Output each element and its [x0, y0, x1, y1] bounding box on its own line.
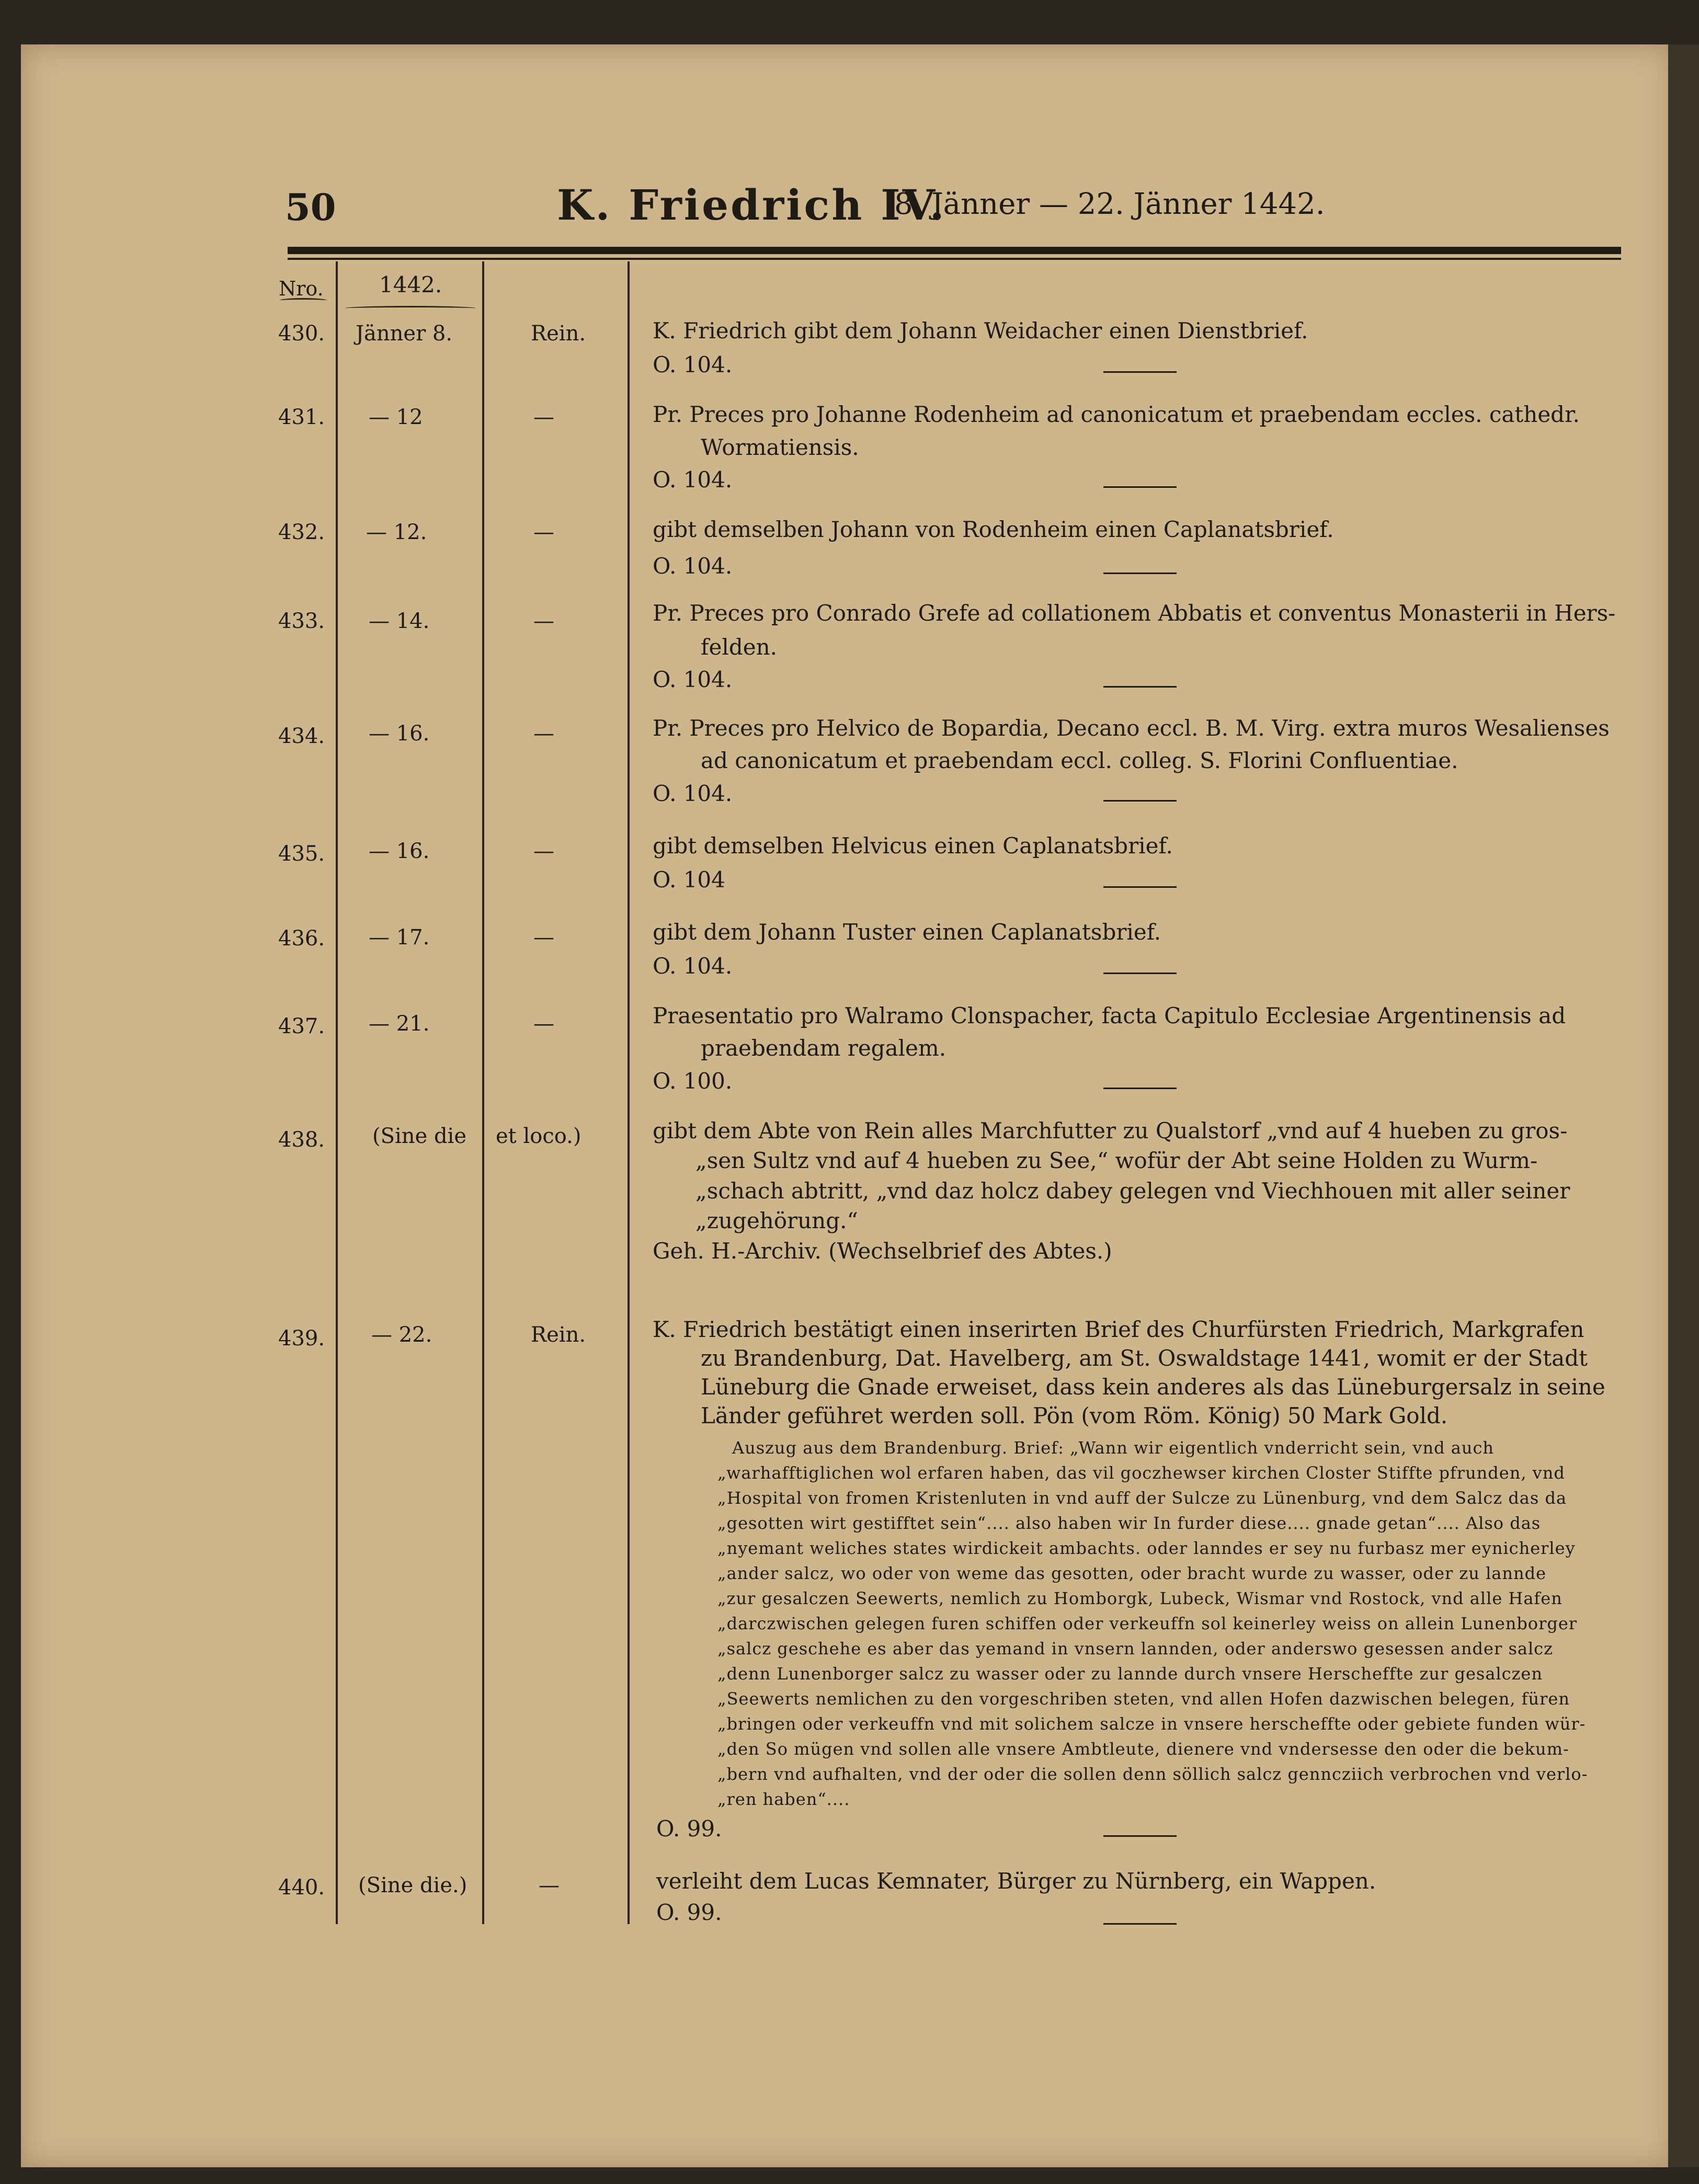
- excerpt-line: „warhafftiglichen wol erfaren haben, das vil goczhewser kirchen Closter Stiffte pfrunden, vnd: [717, 1463, 1565, 1483]
- entry-source: O. 104.: [653, 553, 733, 579]
- entry-date: — 12.: [366, 520, 427, 544]
- entry-place: et loco.): [496, 1124, 581, 1148]
- entry-text-line: Länder geführet werden soll. Pön (vom Röm. König) 50 Mark Gold.: [701, 1403, 1448, 1428]
- entry-source: O. 104: [653, 867, 725, 893]
- column-divider-2: [482, 261, 484, 1924]
- entry-text-line: gibt demselben Helvicus einen Caplanatsbrief.: [653, 833, 1173, 859]
- entry-number: 440.: [278, 1876, 325, 1900]
- column-divider-1: [336, 261, 338, 1924]
- header-swash: [280, 298, 327, 303]
- entry-number: 432.: [278, 520, 325, 544]
- entry-text-line: Pr. Preces pro Johanne Rodenheim ad canonicatum et praebendam eccles. cathedr.: [653, 402, 1580, 427]
- entry-date: (Sine die.): [358, 1873, 467, 1897]
- entry-number: 434.: [278, 724, 325, 748]
- excerpt-line: Auszug aus dem Brandenburg. Brief: „Wann wir eigentlich vnderricht sein, vnd auch: [732, 1438, 1494, 1458]
- entry-date: — 12: [369, 405, 423, 429]
- column-divider-3: [628, 261, 630, 1924]
- entry-end-dash: [1103, 1923, 1177, 1925]
- entry-number: 436.: [278, 927, 325, 951]
- excerpt-line: „Hospital von fromen Kristenluten in vnd auff der Sulcze zu Lünenburg, vnd dem Salcz das da: [717, 1488, 1567, 1508]
- entry-text-line: „sen Sultz vnd auf 4 hueben zu See,“ wofür der Abt seine Holden zu Wurm-: [695, 1148, 1538, 1173]
- entry-end-dash: [1103, 973, 1177, 974]
- entry-end-dash: [1103, 1088, 1177, 1089]
- document-page: [21, 44, 1673, 2167]
- entry-end-dash: [1103, 486, 1177, 488]
- entry-number: 430.: [278, 322, 325, 346]
- excerpt-line: „bringen oder verkeuffn vnd mit solichem salcze in vnsere herscheffte oder gebiete funden wür-: [717, 1714, 1586, 1734]
- date-range: 8. Jänner — 22. Jänner 1442.: [894, 187, 1325, 221]
- entry-source: O. 99.: [656, 1816, 722, 1842]
- entry-source: O. 100.: [653, 1068, 733, 1094]
- entry-text-line: Lüneburg die Gnade erweiset, dass kein anderes als das Lüneburgersalz in seine: [701, 1374, 1605, 1400]
- entry-text-line: Pr. Preces pro Helvico de Bopardia, Decano eccl. B. M. Virg. extra muros Wesalienses: [653, 715, 1610, 741]
- entry-number: 439.: [278, 1327, 325, 1351]
- year-swash: [345, 306, 476, 311]
- entry-source: O. 104.: [653, 667, 733, 692]
- entry-date: Jänner 8.: [356, 322, 453, 346]
- entry-place: —: [533, 520, 554, 544]
- entry-place: —: [533, 839, 554, 863]
- entry-text-line: „schach abtritt, „vnd daz holcz dabey gelegen vnd Viechhouen mit aller seiner: [695, 1178, 1570, 1204]
- entry-date: — 21.: [369, 1012, 430, 1036]
- entry-place: —: [533, 609, 554, 633]
- entry-text-line: K. Friedrich bestätigt einen inserirten Brief des Churfürsten Friedrich, Markgrafen: [653, 1317, 1584, 1342]
- entry-number: 437.: [278, 1014, 325, 1038]
- header-rule-thin: [288, 258, 1621, 260]
- entry-number: 435.: [278, 842, 325, 866]
- entry-text-line: felden.: [701, 634, 777, 660]
- excerpt-line: „zur gesalczen Seewerts, nemlich zu Homborgk, Lubeck, Wismar vnd Rostock, vnd alle Hafen: [717, 1588, 1563, 1608]
- excerpt-line: „den So mügen vnd sollen alle vnsere Ambtleute, dienere vnd vndersesse den oder die bekum-: [717, 1739, 1569, 1759]
- excerpt-line: „gesotten wirt gestifftet sein“.... also haben wir In furder diese.... gnade getan“.... Also das: [717, 1513, 1541, 1533]
- entry-number: 431.: [278, 405, 325, 429]
- entry-source: O. 99.: [656, 1900, 722, 1925]
- excerpt-line: „bern vnd aufhalten, vnd der oder die sollen denn söllich salcz genncziich verbrochen vnd verlo-: [717, 1764, 1588, 1784]
- entry-text-line: „zugehörung.“: [695, 1208, 858, 1233]
- page-title: K. Friedrich IV.: [557, 180, 947, 230]
- entry-place: Rein.: [531, 1323, 586, 1347]
- entry-date: — 22.: [371, 1323, 432, 1347]
- entry-text-line: gibt demselben Johann von Rodenheim einen Caplanatsbrief.: [653, 517, 1334, 542]
- entry-text-line: Pr. Preces pro Conrado Grefe ad collationem Abbatis et conventus Monasterii in Hers-: [653, 600, 1616, 626]
- excerpt-line: „ren haben“....: [717, 1789, 850, 1809]
- entry-text-line: gibt dem Abte von Rein alles Marchfutter zu Qualstorf „vnd auf 4 hueben zu gros-: [653, 1118, 1568, 1144]
- entry-date: — 17.: [369, 925, 430, 950]
- header-rule-thick: [288, 247, 1621, 254]
- entry-number: 438.: [278, 1128, 325, 1152]
- excerpt-line: „denn Lunenborger salcz zu wasser oder zu lannde durch vnsere Herscheffte zur gesalczen: [717, 1664, 1543, 1684]
- excerpt-line: „ander salcz, wo oder von weme das gesotten, oder bracht wurde zu wasser, oder zu lannde: [717, 1563, 1547, 1583]
- entry-end-dash: [1103, 800, 1177, 802]
- entry-source: O. 104.: [653, 467, 733, 493]
- entry-end-dash: [1103, 886, 1177, 888]
- excerpt-line: „salcz geschehe es aber das yemand in vnsern lannden, oder anderswo gesessen ander salcz: [717, 1639, 1553, 1659]
- entry-text-line: K. Friedrich gibt dem Johann Weidacher einen Dienstbrief.: [653, 318, 1308, 344]
- entry-place: —: [533, 405, 554, 429]
- entry-date: (Sine die: [372, 1124, 467, 1148]
- entry-source: Geh. H.-Archiv. (Wechselbrief des Abtes.): [653, 1238, 1112, 1264]
- entry-date: — 14.: [369, 609, 430, 633]
- entry-end-dash: [1103, 573, 1177, 574]
- entry-text-line: ad canonicatum et praebendam eccl. colleg. S. Florini Confluentiae.: [701, 748, 1458, 773]
- entry-place: —: [533, 925, 554, 950]
- entry-text-line: praebendam regalem.: [701, 1035, 947, 1061]
- entry-text-line: verleiht dem Lucas Kemnater, Bürger zu Nürnberg, ein Wappen.: [656, 1868, 1376, 1894]
- book-spine: [1668, 44, 1699, 2167]
- entry-date: — 16.: [369, 839, 430, 863]
- entry-place: Rein.: [531, 322, 586, 346]
- entry-text-line: Praesentatio pro Walramo Clonspacher, facta Capitulo Ecclesiae Argentinensis ad: [653, 1003, 1566, 1028]
- entry-end-dash: [1103, 1835, 1177, 1837]
- number-column-header: Nro.: [279, 277, 324, 300]
- excerpt-line: „darczwischen gelegen furen schiffen oder verkeuffn sol keinerley weiss on allein Lunenborger: [717, 1614, 1578, 1633]
- entry-place: —: [539, 1873, 560, 1897]
- entry-source: O. 104.: [653, 781, 733, 806]
- entry-end-dash: [1103, 371, 1177, 373]
- entry-source: O. 104.: [653, 352, 733, 378]
- entry-text-line: zu Brandenburg, Dat. Havelberg, am St. Oswaldstage 1441, womit er der Stadt: [701, 1345, 1588, 1371]
- page-number: 50: [285, 186, 336, 229]
- excerpt-line: „Seewerts nemlichen zu den vorgeschriben steten, vnd allen Hofen dazwischen belegen, füren: [717, 1689, 1570, 1709]
- entry-date: — 16.: [369, 722, 430, 746]
- entry-number: 433.: [278, 609, 325, 633]
- entry-source: O. 104.: [653, 953, 733, 979]
- entry-end-dash: [1103, 686, 1177, 688]
- entry-text-line: Wormatiensis.: [701, 434, 859, 460]
- year-column-header: 1442.: [379, 272, 442, 298]
- entry-text-line: gibt dem Johann Tuster einen Caplanatsbrief.: [653, 919, 1161, 945]
- excerpt-line: „nyemant weliches states wirdickeit ambachts. oder lanndes er sey nu furbasz mer eynicherley: [717, 1538, 1576, 1558]
- entry-place: —: [533, 1012, 554, 1036]
- entry-place: —: [533, 722, 554, 746]
